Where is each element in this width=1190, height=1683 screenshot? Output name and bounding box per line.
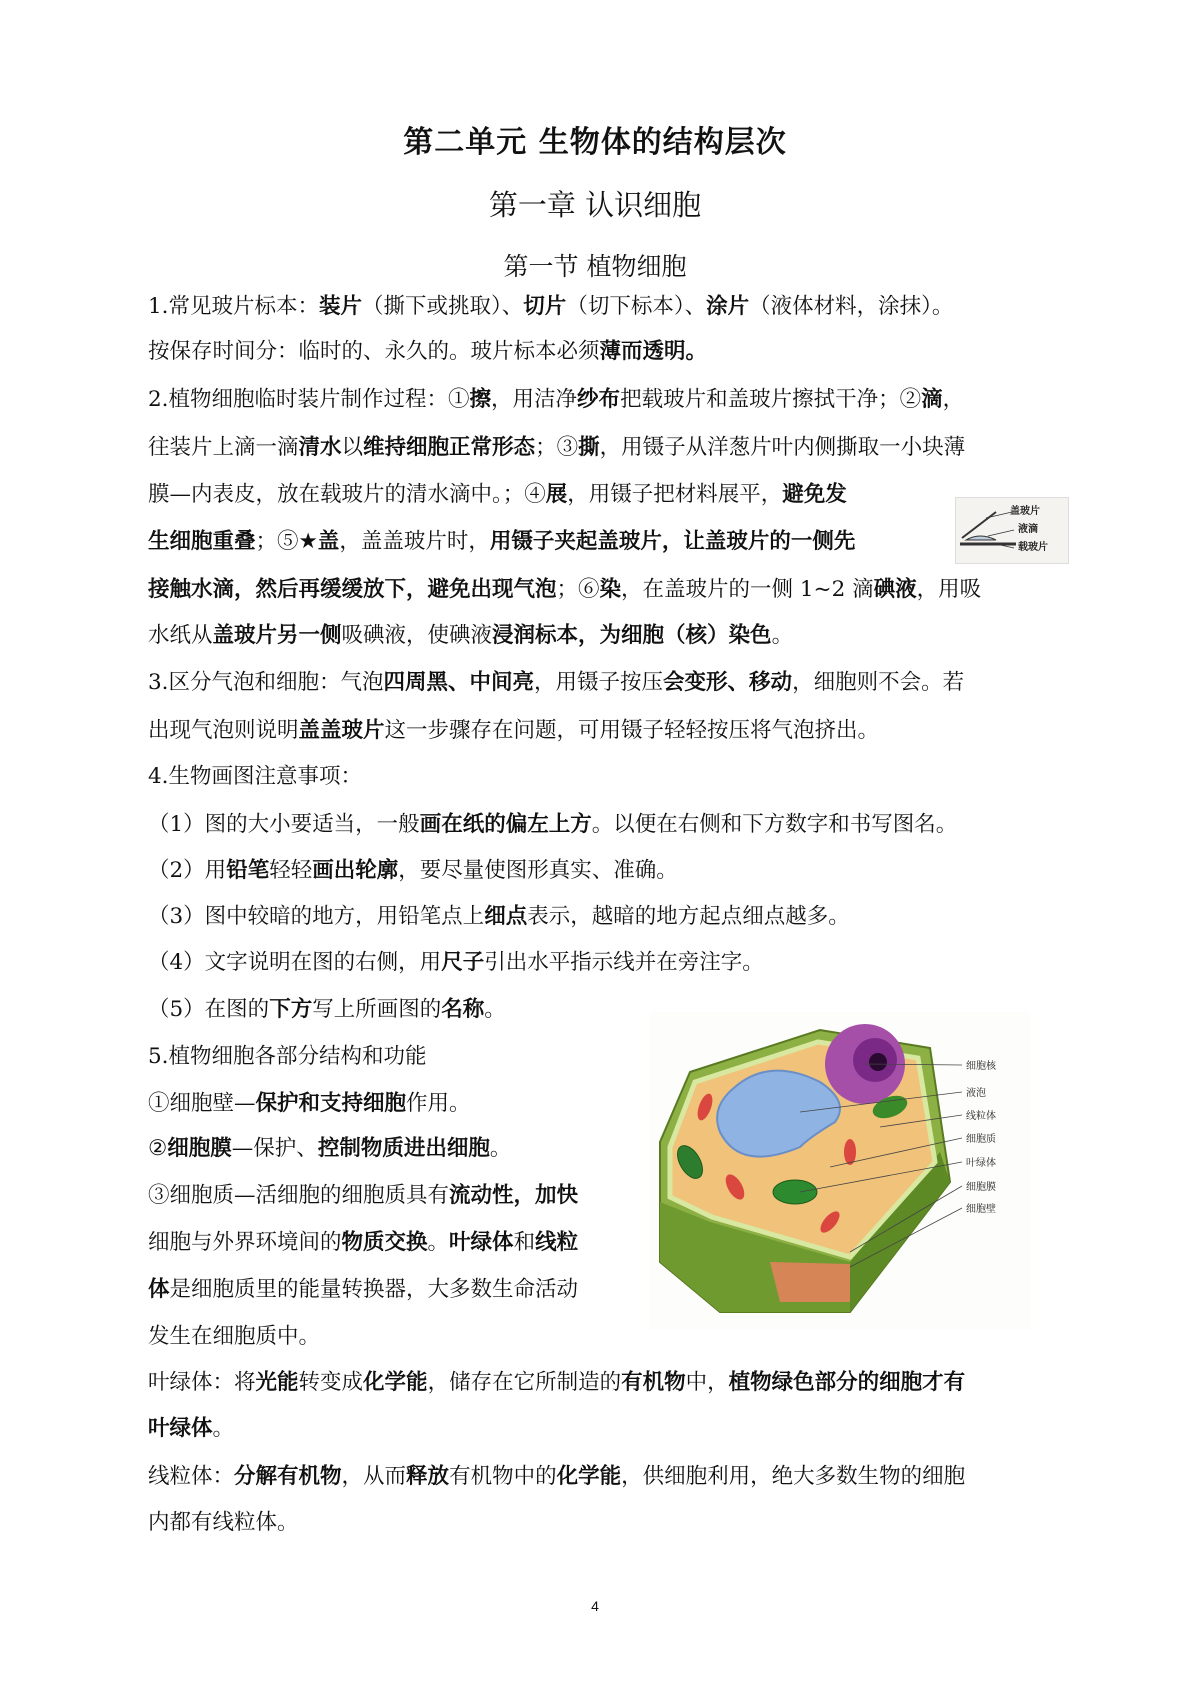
text-run: （液体材料，涂抹）。 xyxy=(749,294,954,319)
bold-term: 薄而透明。 xyxy=(599,339,708,364)
text-run: 表示，越暗的地方起点细点越多。 xyxy=(527,904,850,929)
text-run: 5.植物细胞各部分结构和功能 xyxy=(148,1044,427,1069)
plant-cell-diagram xyxy=(650,1012,1030,1330)
text-line xyxy=(148,621,793,651)
text-run: 。 xyxy=(427,1230,450,1255)
cell-label-cytoplasm: 细胞质 xyxy=(966,1134,996,1145)
bold-term: 叶绿体 xyxy=(449,1230,514,1255)
bold-term: 植物绿色部分的细胞才有 xyxy=(728,1370,966,1395)
text-run: 细胞与外界环境间的 xyxy=(148,1230,342,1255)
text-run: 1.常见玻片标本： xyxy=(148,294,320,319)
bold-term: 细点 xyxy=(484,904,528,929)
bold-term: 控制物质进出细胞 xyxy=(317,1136,490,1161)
text-run: （4）文字说明在图的右侧，用 xyxy=(148,950,442,975)
text-run: 。 xyxy=(771,623,794,648)
text-line xyxy=(148,337,707,367)
text-run: 线粒体： xyxy=(148,1464,235,1489)
coverslip-figure xyxy=(955,497,1069,564)
text-run: ，用镊子把材料展平， xyxy=(567,482,783,507)
bold-term: 尺子 xyxy=(441,950,485,975)
slide-label-coverslip: 盖玻片 xyxy=(1010,506,1040,517)
text-run: 有机物中的 xyxy=(449,1464,557,1489)
text-run: ，用吸 xyxy=(916,577,982,602)
text-run: ，供细胞利用，绝大多数生物的细胞 xyxy=(621,1464,966,1489)
text-run: 。以便在右侧和下方数字和书写图名。 xyxy=(591,812,958,837)
text-line xyxy=(148,1089,471,1119)
bold-term: 物质交换 xyxy=(341,1230,428,1255)
text-run: ；③ xyxy=(535,435,579,460)
text-line xyxy=(148,1275,578,1305)
text-run: 以 xyxy=(341,435,364,460)
text-run: （3）图中较暗的地方，用铅笔点上 xyxy=(148,904,485,929)
bold-term: 装片 xyxy=(319,294,363,319)
text-run: ，用镊子从洋葱片叶内侧撕取一小块薄 xyxy=(599,435,966,460)
text-run: ，用镊子按压 xyxy=(534,670,664,695)
cell-label-mitochondria: 线粒体 xyxy=(966,1111,996,1122)
text-run: （切下标本）、 xyxy=(566,294,707,319)
bold-term: 会变形、移动 xyxy=(663,670,793,695)
bold-term: 化学能 xyxy=(556,1464,622,1489)
cell-label-nucleus: 细胞核 xyxy=(966,1061,996,1072)
text-run: 。 xyxy=(489,1136,512,1161)
text-run: 吸碘液，使碘液 xyxy=(341,623,493,648)
text-run: （2）用 xyxy=(148,858,227,883)
bold-term: 涂片 xyxy=(706,294,750,319)
section-title: 第一节 植物细胞 xyxy=(503,252,687,281)
text-run: ，从而 xyxy=(341,1464,407,1489)
text-run: 叶绿体：将 xyxy=(148,1370,256,1395)
text-run: 。 xyxy=(212,1416,235,1441)
bold-term: 线粒 xyxy=(535,1230,579,1255)
text-run: 4.生物画图注意事项： xyxy=(148,764,363,789)
bold-term: 铅笔 xyxy=(226,858,270,883)
text-line xyxy=(148,1181,578,1211)
text-line xyxy=(148,668,964,698)
text-run: 写上所画图的 xyxy=(312,997,442,1022)
text-run: （1）图的大小要适当，一般 xyxy=(148,812,420,837)
bold-term: 浸润标本，为细胞（核）染色 xyxy=(492,623,772,648)
bold-term: 维持细胞正常形态 xyxy=(363,435,536,460)
bold-term: 释放 xyxy=(406,1464,450,1489)
text-line xyxy=(148,716,879,746)
text-run: ， xyxy=(942,387,965,412)
text-line xyxy=(148,810,957,840)
cell-label-chloroplast: 叶绿体 xyxy=(966,1158,996,1169)
cell-label-wall: 细胞壁 xyxy=(966,1204,996,1215)
text-run: ；⑥ xyxy=(556,577,600,602)
bold-term: 分解有机物 xyxy=(234,1464,342,1489)
bold-term: 纱布 xyxy=(577,387,621,412)
text-line xyxy=(148,1134,511,1164)
bold-term: 清水 xyxy=(298,435,342,460)
cell-label-vacuole: 液泡 xyxy=(966,1088,986,1099)
text-run: 和 xyxy=(513,1230,536,1255)
text-run: —保护、 xyxy=(231,1136,318,1161)
bold-term: 细胞膜 xyxy=(167,1136,232,1161)
text-run: 水纸从 xyxy=(148,623,213,648)
bold-term: 画出轮廓 xyxy=(312,858,399,883)
text-run: 这一步骤存在问题，可用镊子轻轻按压将气泡挤出。 xyxy=(384,718,880,743)
text-run: ③细胞质—活细胞的细胞质具有 xyxy=(148,1183,450,1208)
text-run: ，用洁净 xyxy=(491,387,578,412)
bold-term: 撕 xyxy=(578,435,600,460)
text-run: ①细胞壁— xyxy=(148,1091,256,1116)
bold-term: 盖盖玻片 xyxy=(298,718,385,743)
bold-term: 光能 xyxy=(255,1370,299,1395)
text-run: 是细胞质里的能量转换器，大多数生命活动 xyxy=(169,1277,579,1302)
text-run: ，细胞则不会。若 xyxy=(792,670,965,695)
cell-label-membrane: 细胞膜 xyxy=(966,1182,996,1193)
text-line xyxy=(148,1368,965,1398)
text-run: 轻轻 xyxy=(269,858,313,883)
text-line xyxy=(148,948,764,978)
bold-term: 化学能 xyxy=(363,1370,428,1395)
text-line xyxy=(148,480,847,510)
text-run: ，要尽量使图形真实、准确。 xyxy=(398,858,678,883)
text-run: 按保存时间分：临时的、永久的。玻片标本必须 xyxy=(148,339,600,364)
bold-term: 接触水滴，然后再缓缓放下，避免出现气泡 xyxy=(148,577,557,602)
text-run: （撕下或挑取）、 xyxy=(362,294,524,319)
text-run: 转变成 xyxy=(298,1370,364,1395)
text-line xyxy=(148,856,678,886)
bold-term: 有机物 xyxy=(621,1370,686,1395)
bold-term: 体 xyxy=(148,1277,170,1302)
text-line xyxy=(148,433,965,463)
unit-title: 第二单元 生物体的结构层次 xyxy=(403,125,787,160)
text-line xyxy=(148,1228,578,1258)
text-run: 2.植物细胞临时装片制作过程：① xyxy=(148,387,470,412)
text-run: ② xyxy=(148,1136,168,1161)
bold-term: 切片 xyxy=(523,294,567,319)
text-line xyxy=(148,1322,320,1352)
bold-term: 四周黑、中间亮 xyxy=(383,670,535,695)
text-line xyxy=(148,527,855,557)
page-number: 4 xyxy=(591,1598,599,1614)
slide-label-slide: 载玻片 xyxy=(1018,542,1048,553)
bold-term: 下方 xyxy=(269,997,313,1022)
bold-term: 擦 xyxy=(469,387,492,412)
text-line xyxy=(148,385,964,415)
bold-term: 染 xyxy=(599,577,622,602)
bold-term: 生细胞重叠 xyxy=(148,529,256,554)
bold-term: 用镊子夹起盖玻片，让盖玻片的一侧先 xyxy=(489,529,856,554)
bold-term: 流动性，加快 xyxy=(449,1183,579,1208)
bold-term: 保护和支持细胞 xyxy=(255,1091,407,1116)
text-run: 引出水平指示线并在旁注字。 xyxy=(484,950,764,975)
text-run: 作用。 xyxy=(406,1091,471,1116)
bold-term: 盖玻片另一侧 xyxy=(212,623,342,648)
text-line xyxy=(148,995,506,1025)
text-run: 。 xyxy=(484,997,506,1022)
text-run: 把载玻片和盖玻片擦拭干净；② xyxy=(620,387,922,412)
text-line xyxy=(148,292,953,322)
text-run: 膜—内表皮，放在载玻片的清水滴中。；④ xyxy=(148,482,546,507)
text-run: 3.区分气泡和细胞：气泡 xyxy=(148,670,384,695)
text-run: ，在盖玻片的一侧 1~2 滴 xyxy=(621,577,874,602)
text-line xyxy=(148,1414,234,1444)
slide-label-droplet: 液滴 xyxy=(1018,524,1038,535)
text-line xyxy=(148,1508,299,1538)
text-run: 内都有线粒体。 xyxy=(148,1510,299,1535)
text-line xyxy=(148,762,362,792)
text-run: ；⑤ xyxy=(255,529,299,554)
bold-term: 避免发 xyxy=(782,482,847,507)
bold-term: 叶绿体 xyxy=(148,1416,213,1441)
text-run: 出现气泡则说明 xyxy=(148,718,299,743)
text-run: 中， xyxy=(685,1370,729,1395)
text-line xyxy=(148,1462,965,1492)
text-line xyxy=(148,575,981,605)
text-run: ，盖盖玻片时， xyxy=(339,529,490,554)
bold-term: 碘液 xyxy=(873,577,917,602)
bold-term: ★盖 xyxy=(298,529,340,554)
text-run: 往装片上滴一滴 xyxy=(148,435,299,460)
text-run: ，储存在它所制造的 xyxy=(427,1370,622,1395)
chapter-title: 第一章 认识细胞 xyxy=(488,188,702,222)
bold-term: 名称 xyxy=(441,997,485,1022)
text-line xyxy=(148,1042,427,1072)
text-run: （5）在图的 xyxy=(148,997,270,1022)
bold-term: 画在纸的偏左上方 xyxy=(419,812,592,837)
bold-term: 滴 xyxy=(921,387,943,412)
text-run: 发生在细胞质中。 xyxy=(148,1324,321,1349)
text-line xyxy=(148,902,850,932)
bold-term: 展 xyxy=(545,482,568,507)
